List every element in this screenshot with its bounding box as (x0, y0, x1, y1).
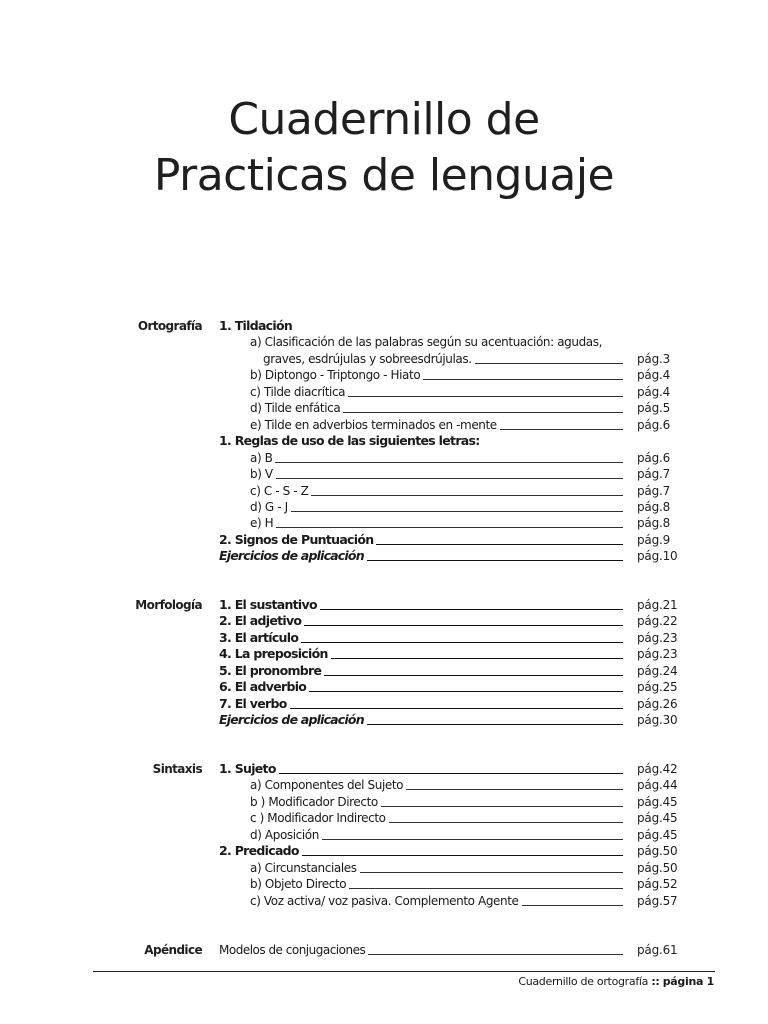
toc-entry (250, 384, 623, 400)
toc-leader-line (367, 560, 623, 561)
toc-page-number: pág.9 (637, 532, 671, 547)
toc-leader-line (279, 773, 623, 774)
toc-entry (219, 613, 623, 629)
section-label: Ortografía (137, 319, 202, 333)
toc-entry (250, 777, 623, 793)
toc-page-number: pág.26 (637, 696, 678, 711)
toc-leader-line (349, 888, 623, 889)
toc-leader-line (423, 379, 623, 380)
toc-entry (219, 630, 623, 646)
toc-page-number: pág.42 (637, 762, 678, 776)
toc-entry (219, 696, 623, 712)
toc-page-number: pág.3 (637, 351, 671, 366)
toc-entry-title: graves, esdrújulas y sobreesdrújulas. (263, 351, 472, 366)
toc-page-number: pág.22 (637, 614, 678, 629)
toc-page-number: pág.5 (637, 401, 671, 416)
toc-page-number: pág.24 (637, 663, 678, 678)
toc-leader-line (360, 872, 623, 873)
toc-entry-title: a) B (250, 450, 273, 465)
toc-entry (219, 433, 493, 449)
toc-leader-line (331, 658, 623, 659)
toc-leader-line (322, 839, 623, 840)
toc-leader-line (309, 691, 623, 692)
toc-leader-line (475, 363, 623, 364)
toc-entry (250, 794, 623, 810)
toc-entry (250, 483, 623, 499)
toc-leader-line (290, 708, 623, 709)
title-line-2: Practicas de lenguaje (153, 150, 615, 201)
toc-leader-line (276, 478, 623, 479)
toc-entry-title: c ) Modificador Indirecto (250, 811, 386, 826)
toc-leader-line (304, 625, 623, 626)
toc-entry-title: c) C - S - Z (250, 483, 309, 498)
toc-entry (219, 597, 623, 613)
toc-page-number: pág.61 (637, 943, 678, 957)
toc-entry (250, 400, 623, 416)
toc-page-number: pág.45 (637, 811, 678, 826)
toc-page-number: pág.8 (637, 516, 671, 531)
toc-leader-line (500, 429, 623, 430)
toc-leader-line (301, 642, 623, 643)
section-label: Sintaxis (152, 762, 202, 776)
toc-entry-title: b) Diptongo - Triptongo - Hiato (250, 368, 421, 383)
toc-page-number: pág.50 (637, 844, 678, 859)
toc-leader-line (311, 495, 623, 496)
toc-leader-line (522, 905, 623, 906)
toc-leader-line (275, 462, 623, 463)
toc-page-number: pág.44 (637, 778, 678, 793)
toc-entry (250, 893, 623, 909)
toc-entry-title: b ) Modificador Directo (250, 794, 378, 809)
toc-entry-title: 1. Tildación (219, 318, 293, 333)
toc-page-number: pág.45 (637, 827, 678, 842)
toc-entry (250, 450, 623, 466)
toc-entry-title: b) V (250, 467, 273, 482)
toc-entry (250, 876, 623, 892)
toc-entry (250, 810, 623, 826)
toc-leader-line (367, 724, 623, 725)
page-footer (518, 975, 714, 988)
toc-entry-title: c) Voz activa/ voz pasiva. Complemento Agente (250, 893, 519, 908)
toc-page-number: pág.7 (637, 467, 671, 482)
toc-leader-line (381, 806, 623, 807)
toc-page-number: pág.50 (637, 860, 678, 875)
toc-page-number: pág.30 (637, 713, 678, 728)
toc-entry-title: a) Circunstanciales (250, 860, 357, 875)
toc-page-number: pág.57 (637, 893, 678, 908)
toc-entry (219, 548, 623, 564)
section-label: Morfología (135, 598, 202, 612)
footer-separator: :: (651, 975, 660, 988)
toc-leader-line (406, 789, 623, 790)
toc-entry-title: e) Tilde en adverbios terminados en -mente (250, 417, 497, 432)
footer-rule (93, 971, 715, 972)
toc-page-number: pág.23 (637, 647, 678, 662)
footer-page-number: página 1 (662, 975, 714, 988)
toc-entry (250, 499, 623, 515)
toc-entry-title: 2. Predicado (219, 843, 299, 859)
toc-page-number: pág.45 (637, 794, 678, 809)
toc-entry (250, 466, 623, 482)
toc-entry-title: 5. El pronombre (219, 662, 322, 678)
toc-leader-line (368, 954, 623, 955)
toc-page-number: pág.6 (637, 450, 671, 465)
toc-entry (250, 515, 623, 531)
toc-entry (219, 942, 623, 958)
toc-entry (250, 334, 615, 350)
section-label: Apéndice (144, 943, 202, 957)
toc-entry-title: 2. Signos de Puntuación (219, 531, 374, 547)
toc-entry-title: a) Componentes del Sujeto (250, 778, 404, 793)
toc-entry-title: Modelos de conjugaciones (219, 943, 366, 957)
toc-page-number: pág.23 (637, 630, 678, 645)
toc-entry-title: d) Tilde enfática (250, 401, 341, 416)
toc-entry-title: d) Aposición (250, 827, 319, 842)
toc-leader-line (389, 822, 623, 823)
toc-leader-line (324, 675, 623, 676)
toc-leader-line (276, 527, 623, 528)
toc-entry-title: 1. El sustantivo (219, 597, 317, 612)
toc-page-number: pág.6 (637, 417, 671, 432)
toc-entry (250, 860, 623, 876)
footer-title: Cuadernillo de ortografía (518, 975, 649, 988)
toc-entry (219, 663, 623, 679)
toc-entry-title: b) Objeto Directo (250, 877, 347, 892)
toc-leader-line (376, 544, 623, 545)
toc-entry-title: Ejercicios de aplicación (219, 712, 364, 728)
toc-page-number: pág.25 (637, 680, 678, 695)
toc-leader-line (302, 855, 623, 856)
toc-page-number: pág.8 (637, 499, 671, 514)
toc-entry-title: 3. El artículo (219, 629, 299, 645)
toc-entry-title: 1. Reglas de uso de las siguientes letras: (219, 433, 480, 449)
toc-entry (263, 351, 623, 367)
toc-page-number: pág.4 (637, 384, 671, 399)
toc-page-number: pág.10 (637, 549, 678, 564)
toc-entry-title: 6. El adverbio (219, 679, 307, 695)
toc-entry (219, 761, 623, 777)
title-line-1: Cuadernillo de (228, 94, 540, 145)
toc-entry (250, 827, 623, 843)
toc-entry (219, 712, 623, 728)
toc-page-number: pág.7 (637, 483, 671, 498)
toc-page-number: pág.4 (637, 368, 671, 383)
toc-leader-line (348, 396, 623, 397)
toc-entry-title: e) H (250, 516, 274, 531)
toc-entry (219, 532, 623, 548)
toc-entry-title: Ejercicios de aplicación (219, 548, 364, 564)
toc-entry-title: 2. El adjetivo (219, 613, 302, 629)
toc-entry-title: 1. Sujeto (219, 761, 276, 776)
toc-entry (250, 417, 623, 433)
toc-leader-line (320, 609, 623, 610)
toc-entry-title: a) Clasificación de las palabras según su acentuación: agudas, (250, 335, 603, 350)
toc-entry (219, 843, 623, 859)
toc-entry (219, 646, 623, 662)
toc-entry-title: 4. La preposición (219, 646, 328, 662)
toc-entry (219, 679, 623, 695)
toc-entry (219, 318, 305, 334)
toc-entry-title: c) Tilde diacrítica (250, 384, 346, 399)
toc-entry (250, 367, 623, 383)
toc-leader-line (343, 412, 623, 413)
toc-entry-title: d) G - J (250, 499, 288, 514)
toc-entry-title: 7. El verbo (219, 695, 287, 711)
toc-page-number: pág.21 (637, 598, 678, 612)
toc-page-number: pág.52 (637, 877, 678, 892)
toc-leader-line (291, 511, 623, 512)
